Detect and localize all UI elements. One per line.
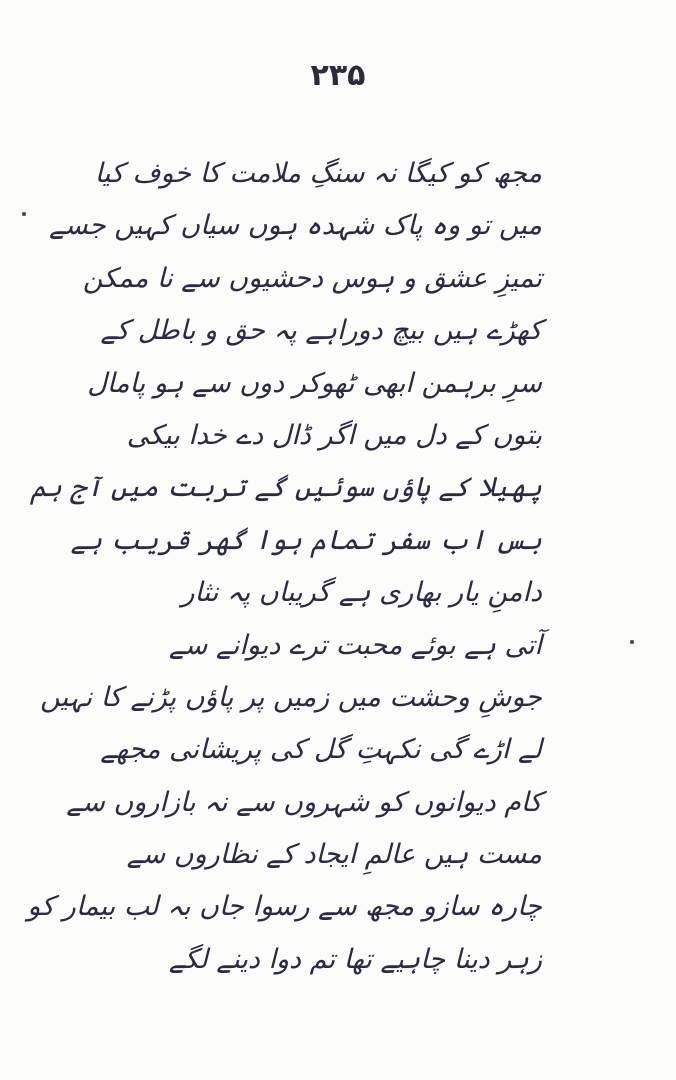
verse-line: سرِ برہمن ابھی ٹھوکر دوں سے ہو پامال [87, 367, 542, 399]
verse-line: جوشِ وحشت میں زمیں پر پاؤں پڑنے کا نہیں [40, 681, 542, 713]
verse-line: کام دیوانوں کو شہروں سے نہ بازاروں سے [66, 786, 542, 818]
verse-line: پھیلا کے پاؤں سوئیں گے تربت میں آج ہم [30, 472, 542, 504]
verse-line: بس اب سفر تمام ہوا گھر قریب ہے [70, 524, 542, 556]
verse-line: کھڑے ہیں بیچ دوراہے پہ حق و باطل کے [100, 315, 542, 347]
verse-line: بتوں کے دل میں اگر ڈال دے خدا بیکی [126, 419, 542, 451]
verse-line: مست ہیں عالمِ ایجاد کے نظاروں سے [126, 839, 542, 871]
page-number: ۲۳۵ [310, 58, 366, 93]
ink-speck [630, 640, 634, 644]
verse-line: دامنِ یار بھاری ہے گریباں پہ نثار [181, 577, 542, 609]
verse-line: تمیزِ عشق و ہوس دحشیوں سے نا ممکن [82, 262, 542, 294]
verse-block [27, 148, 542, 1008]
verse-line: چارہ سازو مجھ سے رسوا جاں بہ لب بیمار کو [27, 891, 542, 923]
verse-line: لے اڑے گی نکہتِ گل کی پریشانی مجھے [100, 734, 542, 766]
verse-line: آتی ہے بوئے محبت ترے دیوانے سے [168, 629, 542, 661]
ink-speck [22, 212, 26, 216]
verse-line: مجھ کو کیگا نہ سنگِ ملامت کا خوف کیا [94, 158, 542, 189]
verse-line: میں تو وہ پاک شہدہ ہوں سیاں کہیں جسے [49, 210, 542, 242]
verse-line: زہر دینا چاہیے تھا تم دوا دینے لگے [168, 943, 542, 975]
